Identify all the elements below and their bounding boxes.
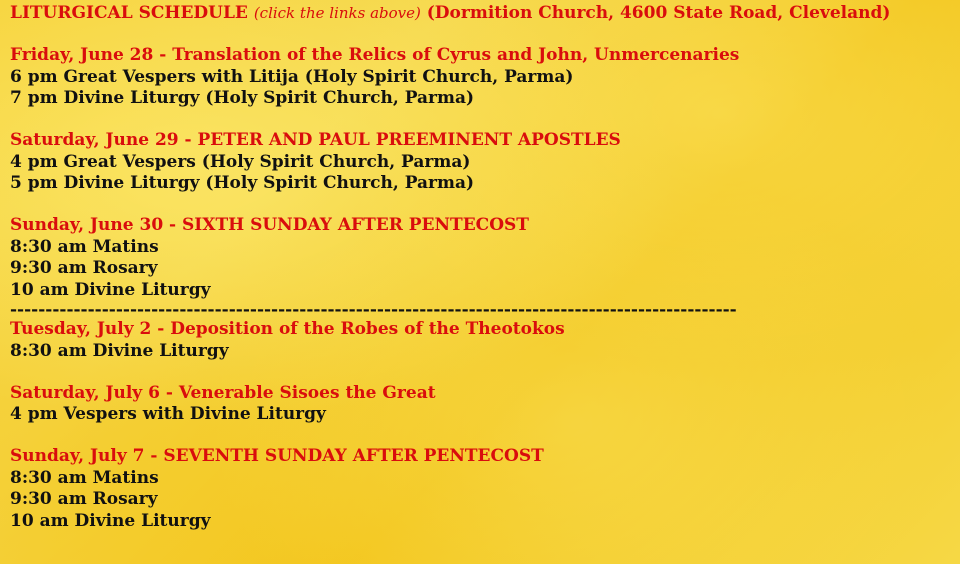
church-location: (Dormition Church, 4600 State Road, Cleveland) [426, 3, 891, 23]
day-block [10, 446, 960, 532]
day-heading: Saturday, June 29 - PETER AND PAUL PREEMINENT APOSTLES [10, 130, 621, 150]
day-block [10, 215, 960, 301]
spacer [10, 25, 960, 46]
spacer [10, 110, 960, 131]
spacer [10, 362, 960, 383]
day-block [10, 319, 960, 362]
page-title: LITURGICAL SCHEDULE [10, 3, 248, 23]
spacer [10, 426, 960, 447]
service-item: 9:30 am Rosary [10, 258, 158, 278]
service-item: 10 am Divine Liturgy [10, 510, 211, 531]
day-heading: Saturday, July 6 - Venerable Sisoes the Great [10, 382, 436, 403]
service-item: 4 pm Vespers with Divine Liturgy [10, 404, 326, 424]
service-item: 5 pm Divine Liturgy (Holy Spirit Church, Parma) [10, 173, 475, 193]
service-item: 8:30 am Divine Liturgy [10, 340, 229, 361]
day-heading: Friday, June 28 - Translation of the Relics of Cyrus and John, Unmercenaries [10, 45, 740, 65]
schedule-header [10, 3, 960, 25]
service-item: 6 pm Great Vespers with Litija (Holy Spirit Church, Parma) [10, 66, 574, 87]
day-block [10, 45, 960, 110]
day-block [10, 130, 960, 195]
service-item: 9:30 am Rosary [10, 489, 158, 509]
service-item: 4 pm Great Vespers (Holy Spirit Church, Parma) [10, 151, 471, 172]
day-block [10, 383, 960, 426]
service-item: 8:30 am Matins [10, 467, 159, 488]
spacer [10, 195, 960, 216]
day-heading: Sunday, July 7 - SEVENTH SUNDAY AFTER PENTECOST [10, 446, 544, 466]
week-divider: ------------------------------------------------------------------------------------------------------- [10, 301, 737, 319]
service-item: 8:30 am Matins [10, 236, 159, 257]
header-note: (click the links above) [253, 4, 421, 22]
day-heading: Tuesday, July 2 - Deposition of the Robes of the Theotokos [10, 319, 565, 339]
service-item: 7 pm Divine Liturgy (Holy Spirit Church, Parma) [10, 88, 475, 108]
day-heading: Sunday, June 30 - SIXTH SUNDAY AFTER PENTECOST [10, 215, 529, 235]
service-item: 10 am Divine Liturgy [10, 279, 211, 300]
